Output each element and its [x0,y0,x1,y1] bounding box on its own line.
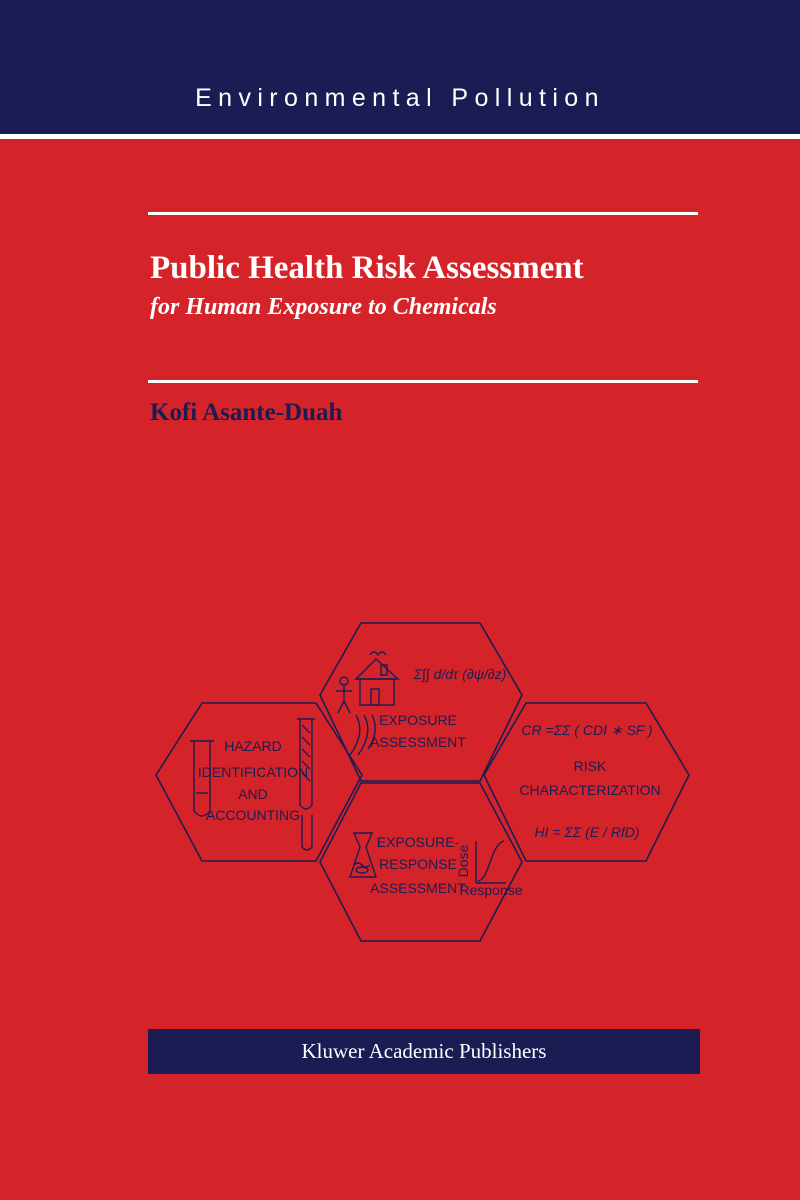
risk-label-2: CHARACTERIZATION [519,782,661,798]
dose-axis-label: Dose [455,844,471,878]
series-band [0,0,800,134]
risk-assessment-diagram [150,615,700,945]
series-divider [0,134,800,139]
title-rule-top [148,212,698,215]
risk-formula-hi: HI = ΣΣ (E / RfD) [534,824,640,840]
hazard-hexagon [156,703,362,861]
hazard-label-4: ACCOUNTING [205,807,301,823]
dose-response-curve-icon [476,841,506,883]
dose-response-label-3: ASSESSMENT [370,880,466,896]
dose-response-label-2: RESPONSE [379,856,457,872]
exposure-label-1: EXPOSURE [379,712,457,728]
risk-label-1: RISK [573,758,607,774]
exposure-formula: Σ∫∫ d/dτ (∂ψ/∂z) [413,666,507,682]
series-title: Environmental Pollution [195,84,605,112]
response-axis-label: Response [459,882,523,898]
flask-icon [350,833,376,877]
book-title: Public Health Risk Assessment [150,250,584,286]
publisher-name: Kluwer Academic Publishers [301,1039,547,1063]
dose-response-label-1: EXPOSURE- [376,834,460,850]
person-icon [336,677,352,713]
hexagon-diagram [150,615,700,945]
hazard-label-1: HAZARD [224,738,282,754]
publisher-band [148,1029,700,1074]
hazard-label-2: IDENTIFICATION [197,764,309,780]
title-rule-bottom [148,380,698,383]
hazard-label-3: AND [238,786,268,802]
book-subtitle: for Human Exposure to Chemicals [150,294,497,320]
risk-formula-cr: CR =ΣΣ ( CDI ∗ SF ) [521,722,653,738]
exposure-label-2: ASSESSMENT [370,734,466,750]
author-name: Kofi Asante-Duah [150,399,343,426]
exposure-hexagon [320,623,522,781]
